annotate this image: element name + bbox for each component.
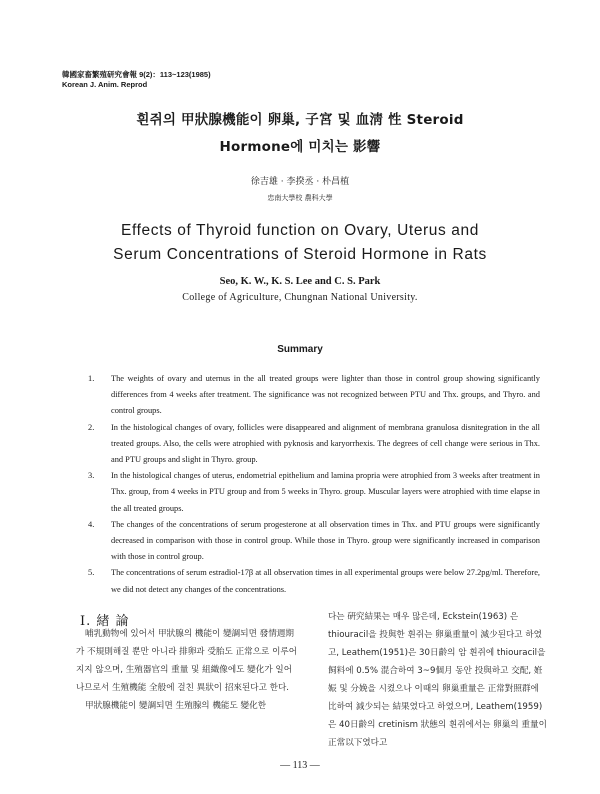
summary-item-text: In the histological changes of ovary, follicles were disappeared and alignment of membrana granulosa disnitegration in the all treated groups. Also, the cells were atrophied with pyknosis and karyorrhexis. The degrees of cell change were serious in Thx. and PTU groups and slight in Thyro. group. [111, 422, 540, 465]
summary-item [80, 517, 540, 566]
summary-list [80, 371, 540, 598]
intro-right-column [328, 608, 550, 752]
intro-left-column [76, 625, 300, 715]
summary-heading: Summary [277, 344, 323, 355]
english-title-line2: Serum Concentrations of Steroid Hormone in Rats [113, 246, 487, 263]
summary-item-text: In the histological changes of uterus, endometrial epithelium and lamina propria were atrophied from 3 weeks after treatment in Thx. group, from 4 weeks in PTU group and from 5 weeks in Thyro. group. Muscular layers were atrophied with time elapse in the all treated groups. [111, 471, 540, 513]
summary-item-number: 4. [88, 519, 95, 529]
summary-item-text: The concentrations of serum estradiol-17β at all observation times in all experimental groups were below 27.2pg/ml. Therefore, we did not detect any changes of the concentrations. [111, 568, 540, 594]
summary-item-number: 2. [88, 422, 95, 432]
journal-line-english: Korean J. Anim. Reprod [62, 80, 148, 89]
summary-item-number: 1. [88, 374, 95, 383]
korean-affiliation: 忠南大學校 農科大學 [267, 194, 333, 202]
summary-item-text: The changes of the concentrations of serum progesterone at all observation times in Thx. and PTU groups were significantly decreased in comparison with those in control group. While those in Thyro. group were significantly increased in comparison with those in control group. [111, 519, 540, 562]
summary-item [80, 371, 540, 420]
english-authors: Seo, K. W., K. S. Lee and C. S. Park [219, 276, 381, 287]
summary-item [80, 565, 540, 597]
english-title-line1: Effects of Thyroid function on Ovary, Uterus and [121, 222, 479, 239]
intro-paragraph: 다는 硏究結果는 매우 많은데, Eckstein(1963) 은 thiouracil을 投與한 흰쥐는 卵巢重量이 減少된다고 하였고, Leathem(1951)은 30日齡의 암 흰쥐에 thiouracil을 飼料에 0.5% 混合하여 3~9個月 동안 投與하고 交配, 姙娠 및 分娩을 시켰으나 이때의 卵巢重量은 正常對照群에 比하여 減少되는 結果였다고 하였으며, Leathem(1959)은 40日齡의 cretinism 狀態의 흰쥐에서는 卵巢의 重量이 正常以下였다고 [328, 612, 547, 748]
korean-title-line2: Hormone에 미치는 影響 [219, 139, 381, 155]
page-number: — 113 — [280, 760, 320, 771]
intro-paragraph: 甲狀腺機能이 變調되면 生殖腺의 機能도 變化한 [85, 701, 267, 711]
intro-paragraph: 哺乳動物에 있어서 甲狀腺의 機能이 變調되면 發情週期가 不規則해질 뿐만 아니라 排卵과 受胎도 正常으로 이루어지지 않으며, 生殖器官의 重量 및 組織像에도 變化가 일어나므로서 生殖機能 全般에 걸친 異狀이 招來된다고 한다. [76, 629, 297, 693]
korean-title-line1: 흰쥐의 甲狀腺機能이 卵巢, 子宮 및 血淸 性 Steroid [136, 112, 464, 128]
journal-line-korean: 韓國家畜繁殖研究會報 9(2)：113~123(1985) [62, 70, 211, 79]
introduction-heading: Ⅰ. 緖 論 [80, 614, 130, 629]
summary-item [80, 468, 540, 517]
summary-item-number: 3. [88, 471, 95, 481]
korean-authors: 徐吉雄 · 李揆丞 · 朴昌植 [250, 177, 350, 187]
summary-item-text: The weights of ovary and uternus in the all treated groups were lighter than those in control group showing significantly differences from 4 weeks after treatment. The significance was not recognized between PTU and Thx. groups, and Thyro. and control groups. [111, 374, 540, 416]
summary-item-number: 5. [88, 568, 95, 578]
english-affiliation: College of Agriculture, Chungnan National University. [182, 292, 418, 303]
summary-item [80, 420, 540, 469]
journal-citation [62, 70, 211, 90]
